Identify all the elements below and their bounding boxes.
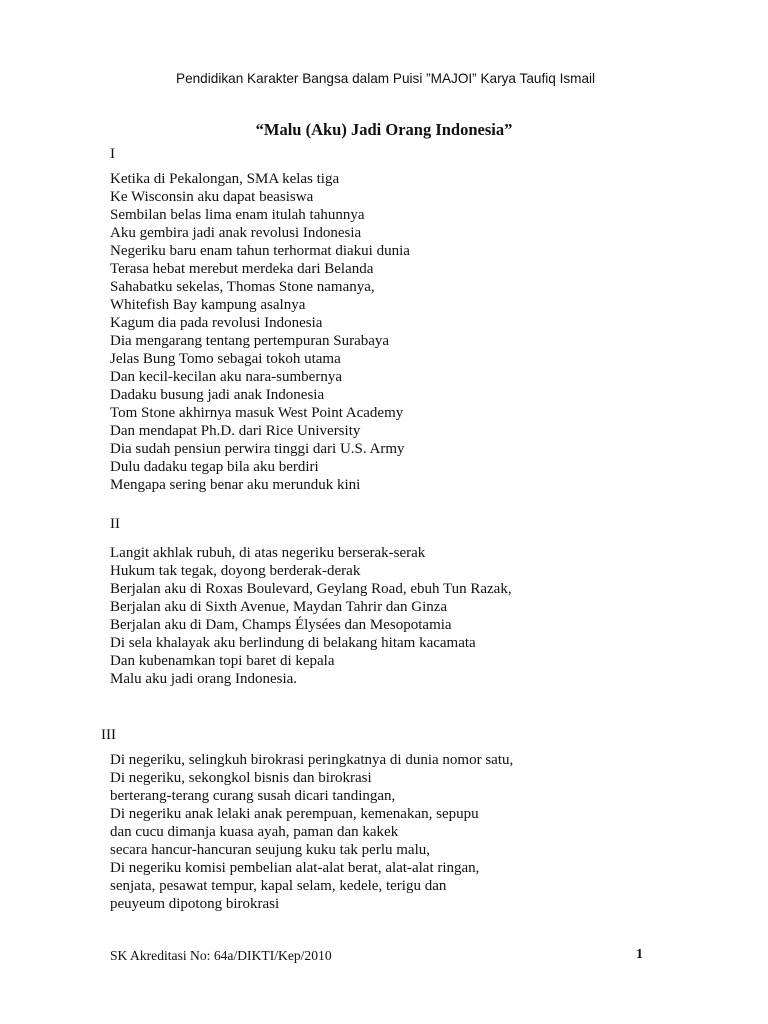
section-heading: II: [110, 516, 120, 532]
poem-line: Ketika di Pekalongan, SMA kelas tiga: [110, 171, 340, 187]
poem-line: Negeriku baru enam tahun terhormat diakui dunia: [110, 243, 410, 259]
poem-line: Berjalan aku di Sixth Avenue, Maydan Tahrir dan Ginza: [110, 599, 448, 615]
poem-title: “Malu (Aku) Jadi Orang Indonesia”: [255, 120, 513, 139]
poem-line: Berjalan aku di Roxas Boulevard, Geylang Road, ebuh Tun Razak,: [110, 581, 512, 597]
poem-line: Dia sudah pensiun perwira tinggi dari U.S. Army: [110, 441, 405, 457]
poem-line: Sahabatku sekelas, Thomas Stone namanya,: [110, 279, 375, 295]
poem-line: Whitefish Bay kampung asalnya: [110, 297, 306, 313]
poem-section-3: [101, 726, 513, 913]
accreditation-footer: SK Akreditasi No: 64a/DIKTI/Kep/2010: [110, 948, 332, 963]
poem-line: Di sela khalayak aku berlindung di belakang hitam kacamata: [110, 635, 476, 651]
poem-line: Dan kecil-kecilan aku nara-sumbernya: [110, 369, 342, 385]
poem-line: peuyeum dipotong birokrasi: [110, 896, 280, 912]
poem-line: Ke Wisconsin aku dapat beasiswa: [110, 189, 314, 205]
poem-line: Jelas Bung Tomo sebagai tokoh utama: [110, 351, 341, 367]
poem-line: Dan kubenamkan topi baret di kepala: [110, 653, 335, 669]
poem-section-1: [110, 145, 410, 494]
poem-line: secara hancur-hancuran seujung kuku tak perlu malu,: [110, 842, 430, 858]
section-lines: [110, 170, 410, 494]
poem-line: senjata, pesawat tempur, kapal selam, kedele, terigu dan: [110, 878, 447, 894]
poem-line: Sembilan belas lima enam itulah tahunnya: [110, 207, 365, 223]
poem-line: Dulu dadaku tegap bila aku berdiri: [110, 459, 319, 475]
poem-line: Dan mendapat Ph.D. dari Rice University: [110, 423, 361, 439]
section-heading: III: [101, 727, 116, 743]
poem-line: Aku gembira jadi anak revolusi Indonesia: [110, 225, 362, 241]
poem-line: Dadaku busung jadi anak Indonesia: [110, 387, 325, 403]
poem-line: Di negeriku, selingkuh birokrasi peringkatnya di dunia nomor satu,: [110, 752, 514, 768]
poem-line: Terasa hebat merebut merdeka dari Belanda: [110, 261, 374, 277]
poem-line: Hukum tak tegak, doyong berderak-derak: [110, 563, 361, 579]
poem-line: Malu aku jadi orang Indonesia.: [110, 671, 298, 687]
poem-line: berterang-terang curang susah dicari tandingan,: [110, 788, 396, 804]
poem-line: Langit akhlak rubuh, di atas negeriku berserak-serak: [110, 545, 426, 561]
poem-line: dan cucu dimanja kuasa ayah, paman dan kakek: [110, 824, 399, 840]
poem-line: Tom Stone akhirnya masuk West Point Academy: [110, 405, 404, 421]
running-header: Pendidikan Karakter Bangsa dalam Puisi ”MAJOI” Karya Taufiq Ismail: [176, 71, 596, 86]
poem-line: Di negeriku, sekongkol bisnis dan birokrasi: [110, 770, 372, 786]
poem-line: Berjalan aku di Dam, Champs Élysées dan Mesopotamia: [110, 617, 452, 633]
section-lines: [110, 544, 512, 688]
poem-line: Mengapa sering benar aku merunduk kini: [110, 477, 361, 493]
poem-line: Di negeriku komisi pembelian alat-alat berat, alat-alat ringan,: [110, 860, 480, 876]
poem-line: Dia mengarang tentang pertempuran Surabaya: [110, 333, 390, 349]
page-number: 1: [636, 947, 643, 962]
poem-section-2: [110, 515, 512, 688]
section-lines: [110, 751, 513, 913]
section-heading: I: [110, 146, 115, 162]
poem-line: Kagum dia pada revolusi Indonesia: [110, 315, 323, 331]
poem-line: Di negeriku anak lelaki anak perempuan, kemenakan, sepupu: [110, 806, 479, 822]
